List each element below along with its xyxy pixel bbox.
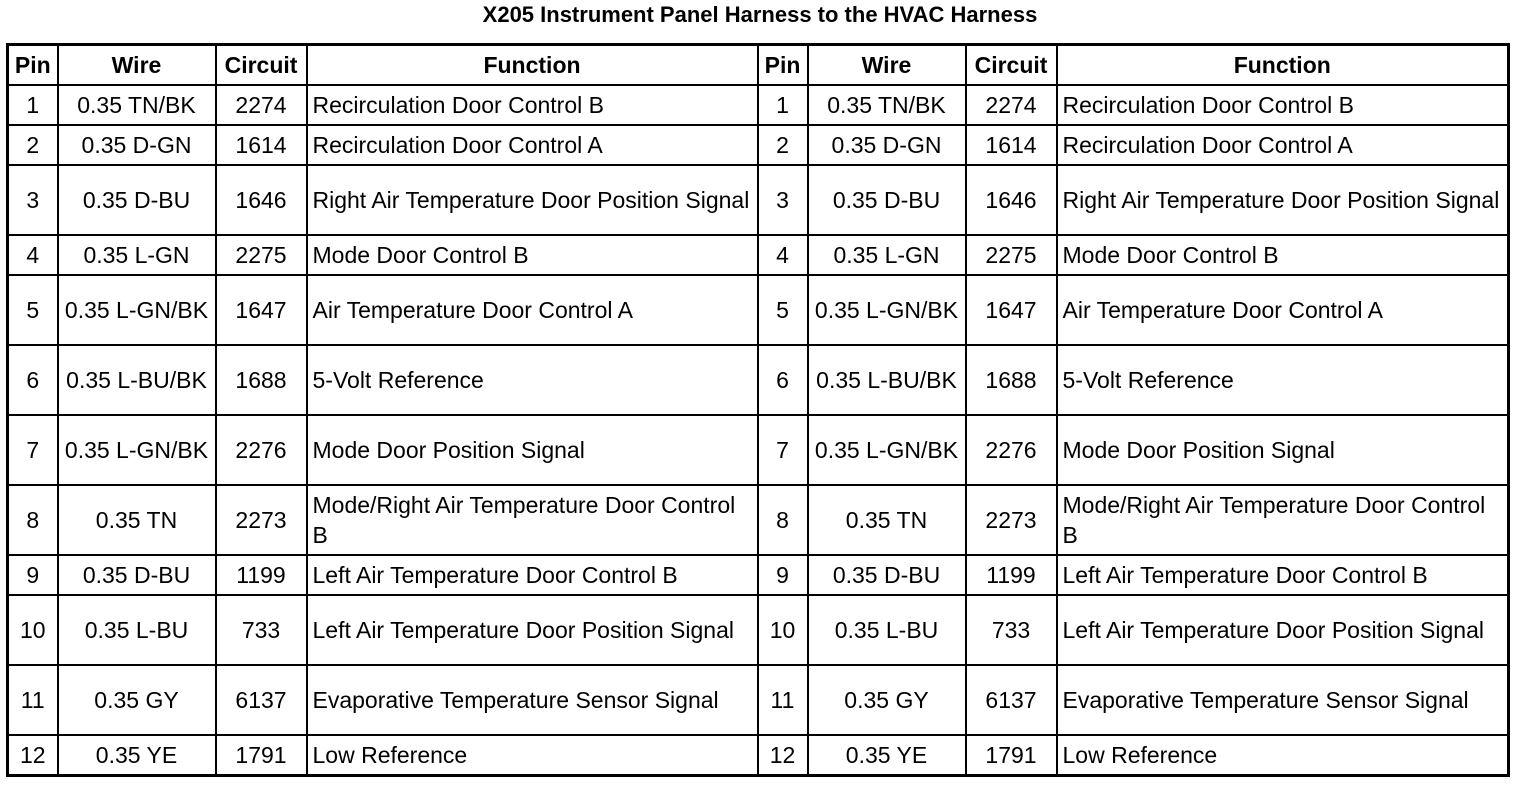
pin-cell: 11 [8,665,58,735]
wire-cell: 0.35 GY [58,665,216,735]
function-cell: Mode Door Control B [307,235,758,275]
function-cell: Left Air Temperature Door Position Signal [1057,595,1509,665]
wire-cell: 0.35 D-BU [808,165,966,235]
function-cell: Mode Door Control B [1057,235,1509,275]
wire-cell: 0.35 TN [808,485,966,555]
wire-cell: 0.35 L-GN/BK [808,415,966,485]
pin-cell: 6 [8,345,58,415]
column-header-function: Function [1057,45,1509,86]
pin-cell: 12 [758,735,808,776]
wire-cell: 0.35 L-GN [808,235,966,275]
wire-cell: 0.35 D-BU [808,555,966,595]
wire-cell: 0.35 L-GN [58,235,216,275]
pin-cell: 10 [8,595,58,665]
table-row [8,735,1509,776]
wire-cell: 0.35 YE [808,735,966,776]
wire-cell: 0.35 D-GN [58,125,216,165]
function-cell: Recirculation Door Control A [1057,125,1509,165]
function-cell: Mode Door Position Signal [307,415,758,485]
circuit-cell: 2275 [966,235,1057,275]
function-cell: Mode/Right Air Temperature Door Control B [307,485,758,555]
function-cell: Right Air Temperature Door Position Signal [307,165,758,235]
pin-cell: 8 [758,485,808,555]
pin-cell: 9 [758,555,808,595]
function-cell: Evaporative Temperature Sensor Signal [1057,665,1509,735]
circuit-cell: 1791 [216,735,307,776]
pin-cell: 3 [758,165,808,235]
wire-cell: 0.35 L-BU/BK [808,345,966,415]
pin-cell: 2 [758,125,808,165]
circuit-cell: 2273 [966,485,1057,555]
column-header-wire: Wire [808,45,966,86]
circuit-cell: 6137 [966,665,1057,735]
table-row [8,665,1509,735]
pin-cell: 6 [758,345,808,415]
function-cell: Left Air Temperature Door Position Signal [307,595,758,665]
column-header-function: Function [307,45,758,86]
pin-cell: 7 [758,415,808,485]
column-header-wire: Wire [58,45,216,86]
function-cell: Right Air Temperature Door Position Signal [1057,165,1509,235]
header-row [8,45,1509,86]
wire-cell: 0.35 D-BU [58,555,216,595]
table-row [8,125,1509,165]
wire-cell: 0.35 YE [58,735,216,776]
wire-cell: 0.35 L-BU [808,595,966,665]
circuit-cell: 733 [216,595,307,665]
table-row [8,595,1509,665]
function-cell: Low Reference [307,735,758,776]
function-cell: Recirculation Door Control A [307,125,758,165]
wire-cell: 0.35 D-GN [808,125,966,165]
column-header-pin: Pin [8,45,58,86]
circuit-cell: 1614 [966,125,1057,165]
table-row [8,85,1509,125]
circuit-cell: 2274 [216,85,307,125]
function-cell: Left Air Temperature Door Control B [1057,555,1509,595]
circuit-cell: 1688 [216,345,307,415]
table-row [8,235,1509,275]
function-cell: Air Temperature Door Control A [307,275,758,345]
column-header-circuit: Circuit [966,45,1057,86]
pin-cell: 8 [8,485,58,555]
pin-cell: 4 [8,235,58,275]
table-row [8,415,1509,485]
wire-cell: 0.35 L-GN/BK [808,275,966,345]
pin-cell: 1 [758,85,808,125]
wire-cell: 0.35 L-BU/BK [58,345,216,415]
table-row [8,345,1509,415]
table-row [8,555,1509,595]
pin-cell: 9 [8,555,58,595]
pin-cell: 5 [8,275,58,345]
circuit-cell: 1647 [216,275,307,345]
function-cell: Air Temperature Door Control A [1057,275,1509,345]
wire-cell: 0.35 L-BU [58,595,216,665]
circuit-cell: 2274 [966,85,1057,125]
table-row [8,275,1509,345]
table-row [8,485,1509,555]
wire-cell: 0.35 TN [58,485,216,555]
circuit-cell: 2276 [966,415,1057,485]
circuit-cell: 1647 [966,275,1057,345]
pin-cell: 10 [758,595,808,665]
circuit-cell: 1199 [966,555,1057,595]
circuit-cell: 1614 [216,125,307,165]
circuit-cell: 2273 [216,485,307,555]
connector-table [6,43,1510,777]
circuit-cell: 1791 [966,735,1057,776]
pin-cell: 5 [758,275,808,345]
circuit-cell: 2276 [216,415,307,485]
wire-cell: 0.35 L-GN/BK [58,415,216,485]
pin-cell: 2 [8,125,58,165]
wire-cell: 0.35 TN/BK [808,85,966,125]
table-row [8,165,1509,235]
circuit-cell: 6137 [216,665,307,735]
pin-cell: 12 [8,735,58,776]
column-header-pin: Pin [758,45,808,86]
pin-cell: 3 [8,165,58,235]
wire-cell: 0.35 TN/BK [58,85,216,125]
function-cell: 5-Volt Reference [307,345,758,415]
function-cell: Recirculation Door Control B [1057,85,1509,125]
table-body [8,85,1509,776]
circuit-cell: 1646 [966,165,1057,235]
function-cell: Mode Door Position Signal [1057,415,1509,485]
function-cell: Low Reference [1057,735,1509,776]
wire-cell: 0.35 L-GN/BK [58,275,216,345]
pin-cell: 4 [758,235,808,275]
pin-cell: 1 [8,85,58,125]
circuit-cell: 2275 [216,235,307,275]
page-title: X205 Instrument Panel Harness to the HVAC Harness [482,2,1038,27]
circuit-cell: 1646 [216,165,307,235]
column-header-circuit: Circuit [216,45,307,86]
function-cell: Evaporative Temperature Sensor Signal [307,665,758,735]
circuit-cell: 733 [966,595,1057,665]
function-cell: 5-Volt Reference [1057,345,1509,415]
pin-cell: 7 [8,415,58,485]
function-cell: Left Air Temperature Door Control B [307,555,758,595]
pin-cell: 11 [758,665,808,735]
wire-cell: 0.35 GY [808,665,966,735]
function-cell: Mode/Right Air Temperature Door Control B [1057,485,1509,555]
wire-cell: 0.35 D-BU [58,165,216,235]
function-cell: Recirculation Door Control B [307,85,758,125]
circuit-cell: 1688 [966,345,1057,415]
circuit-cell: 1199 [216,555,307,595]
